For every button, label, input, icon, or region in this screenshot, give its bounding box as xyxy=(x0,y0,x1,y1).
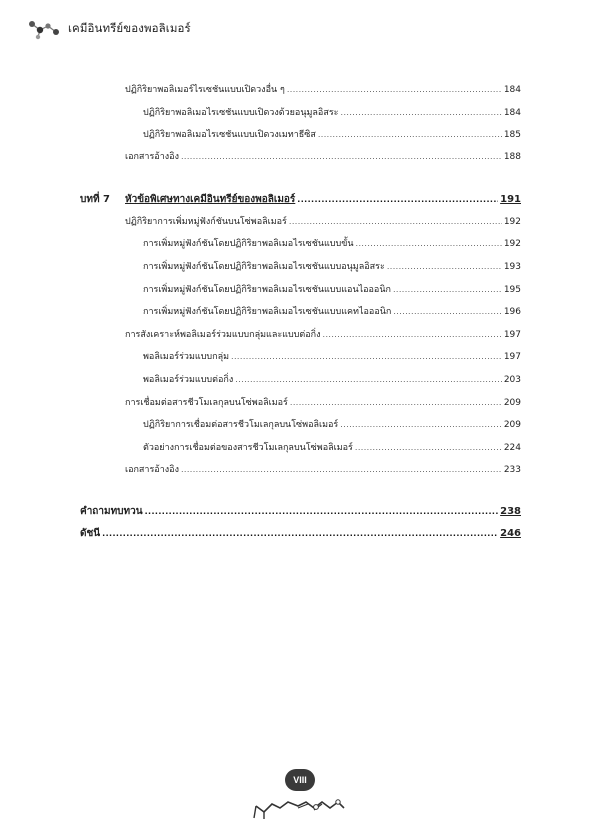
leader-dots xyxy=(340,418,502,432)
toc-entry-page: 196 xyxy=(503,307,521,317)
toc-entry-label: คำถามทบทวน xyxy=(80,506,143,517)
toc-entry-label: การเพิ่มหมู่ฟังก์ชันโดยปฏิกิริยาพอลิเมอไรเซชันแบบอนุมูลอิสระ xyxy=(143,262,385,272)
toc-entry[interactable] xyxy=(143,283,521,297)
leader-dots xyxy=(235,373,502,387)
leader-dots xyxy=(297,193,498,207)
toc-entry[interactable] xyxy=(143,106,521,120)
toc-entry-label: ปฏิกิริยาการเชื่อมต่อสารชีวโมเลกุลบนโซ่พอลิเมอร์ xyxy=(143,420,339,430)
toc-entry[interactable] xyxy=(143,350,521,364)
leader-dots xyxy=(318,128,502,142)
book-title: เคมีอินทรีย์ของพอลิเมอร์ xyxy=(68,21,191,35)
toc-entry[interactable] xyxy=(125,328,521,342)
leader-dots xyxy=(393,305,501,319)
toc-entry-page: 238 xyxy=(500,506,521,517)
leader-dots xyxy=(356,237,502,251)
toc-entry-label: เอกสารอ้างอิง xyxy=(125,152,179,162)
toc-entry-page: 192 xyxy=(503,239,521,249)
toc-entry-page: 203 xyxy=(503,375,521,385)
leader-dots xyxy=(289,215,502,229)
toc-entry-page: 233 xyxy=(503,465,521,475)
chapter-title: หัวข้อพิเศษทางเคมีอินทรีย์ของพอลิเมอร์ xyxy=(125,194,296,205)
toc-entry-label: ปฏิกิริยาพอลิเมอร์ไรเซชันแบบเปิดวงอื่น ๆ xyxy=(125,85,285,95)
toc-entry-page: 184 xyxy=(503,85,521,95)
leader-dots xyxy=(231,350,502,364)
chapter-heading[interactable] xyxy=(125,193,521,207)
toc-entry[interactable] xyxy=(125,463,521,477)
leader-dots xyxy=(181,150,502,164)
toc-entry-page: 188 xyxy=(503,152,521,162)
toc-entry-label: พอลิเมอร์ร่วมแบบกลุ่ม xyxy=(143,352,230,362)
toc-entry-label: ปฏิกิริยาพอลิเมอไรเซชันแบบเปิดวงเมทาธีซิส xyxy=(143,130,316,140)
toc-entry-page: 209 xyxy=(503,420,521,430)
leader-dots xyxy=(181,463,502,477)
toc-entry-label: การเพิ่มหมู่ฟังก์ชันโดยปฏิกิริยาพอลิเมอไรเซชันแบบแอนไอออนิก xyxy=(143,285,391,295)
toc-entry-label: การเพิ่มหมู่ฟังก์ชันโดยปฏิกิริยาพอลิเมอไรเซชันแบบแคทไอออนิก xyxy=(143,307,392,317)
toc-entry[interactable] xyxy=(143,418,521,432)
toc-entry[interactable] xyxy=(125,396,521,410)
toc-entry-label: ดัชนี xyxy=(80,528,101,539)
toc-entry-label: เอกสารอ้างอิง xyxy=(125,465,179,475)
toc-entry-page: 197 xyxy=(503,352,521,362)
leader-dots xyxy=(393,283,502,297)
leader-dots xyxy=(290,396,502,410)
toc-entry-page: 192 xyxy=(503,217,521,227)
toc-entry-page: 209 xyxy=(503,398,521,408)
toc-entry-page: 246 xyxy=(500,528,521,539)
toc-entry-page: 193 xyxy=(503,262,521,272)
page-number: VIII xyxy=(285,769,315,791)
molecule-chain-icon xyxy=(250,790,350,820)
toc-entry-label: ปฏิกิริยาพอลิเมอไรเซชันแบบเปิดวงด้วยอนุมูลอิสระ xyxy=(143,108,339,118)
toc-entry-page: 185 xyxy=(503,130,521,140)
leader-dots xyxy=(387,260,502,274)
toc-entry-page: 197 xyxy=(503,330,521,340)
toc-entry[interactable] xyxy=(125,150,521,164)
toc-entry-page: 195 xyxy=(503,285,521,295)
chapter-number: บทที่ 7 xyxy=(80,194,110,205)
leader-dots xyxy=(287,83,502,97)
toc-entry[interactable] xyxy=(125,83,521,97)
toc-back-entry[interactable] xyxy=(80,527,521,541)
toc-entry[interactable] xyxy=(143,305,521,319)
leader-dots xyxy=(102,527,498,541)
toc-entry-label: การเชื่อมต่อสารชีวโมเลกุลบนโซ่พอลิเมอร์ xyxy=(125,398,288,408)
leader-dots xyxy=(323,328,502,342)
toc-entry[interactable] xyxy=(125,215,521,229)
toc-back-entry[interactable] xyxy=(80,505,521,519)
leader-dots xyxy=(341,106,502,120)
leader-dots xyxy=(355,441,502,455)
toc-entry-label: การสังเคราะห์พอลิเมอร์ร่วมแบบกลุ่มและแบบต่อกิ่ง xyxy=(125,330,321,340)
toc-entry-page: 224 xyxy=(503,443,521,453)
toc-entry[interactable] xyxy=(143,373,521,387)
toc-entry-label: ปฏิกิริยาการเพิ่มหมู่ฟังก์ชันบนโซ่พอลิเมอร์ xyxy=(125,217,287,227)
toc-entry[interactable] xyxy=(143,260,521,274)
chapter-page: 191 xyxy=(500,194,521,205)
toc-entry-label: การเพิ่มหมู่ฟังก์ชันโดยปฏิกิริยาพอลิเมอไรเซชันแบบขั้น xyxy=(143,239,354,249)
toc-entry[interactable] xyxy=(143,237,521,251)
toc-entry[interactable] xyxy=(143,441,521,455)
leader-dots xyxy=(145,505,499,519)
toc-entry-label: พอลิเมอร์ร่วมแบบต่อกิ่ง xyxy=(143,375,234,385)
toc-entry-page: 184 xyxy=(503,108,521,118)
toc-entry[interactable] xyxy=(143,128,521,142)
toc-entry-label: ตัวอย่างการเชื่อมต่อของสารชีวโมเลกุลบนโซ่พอลิเมอร์ xyxy=(143,443,353,453)
